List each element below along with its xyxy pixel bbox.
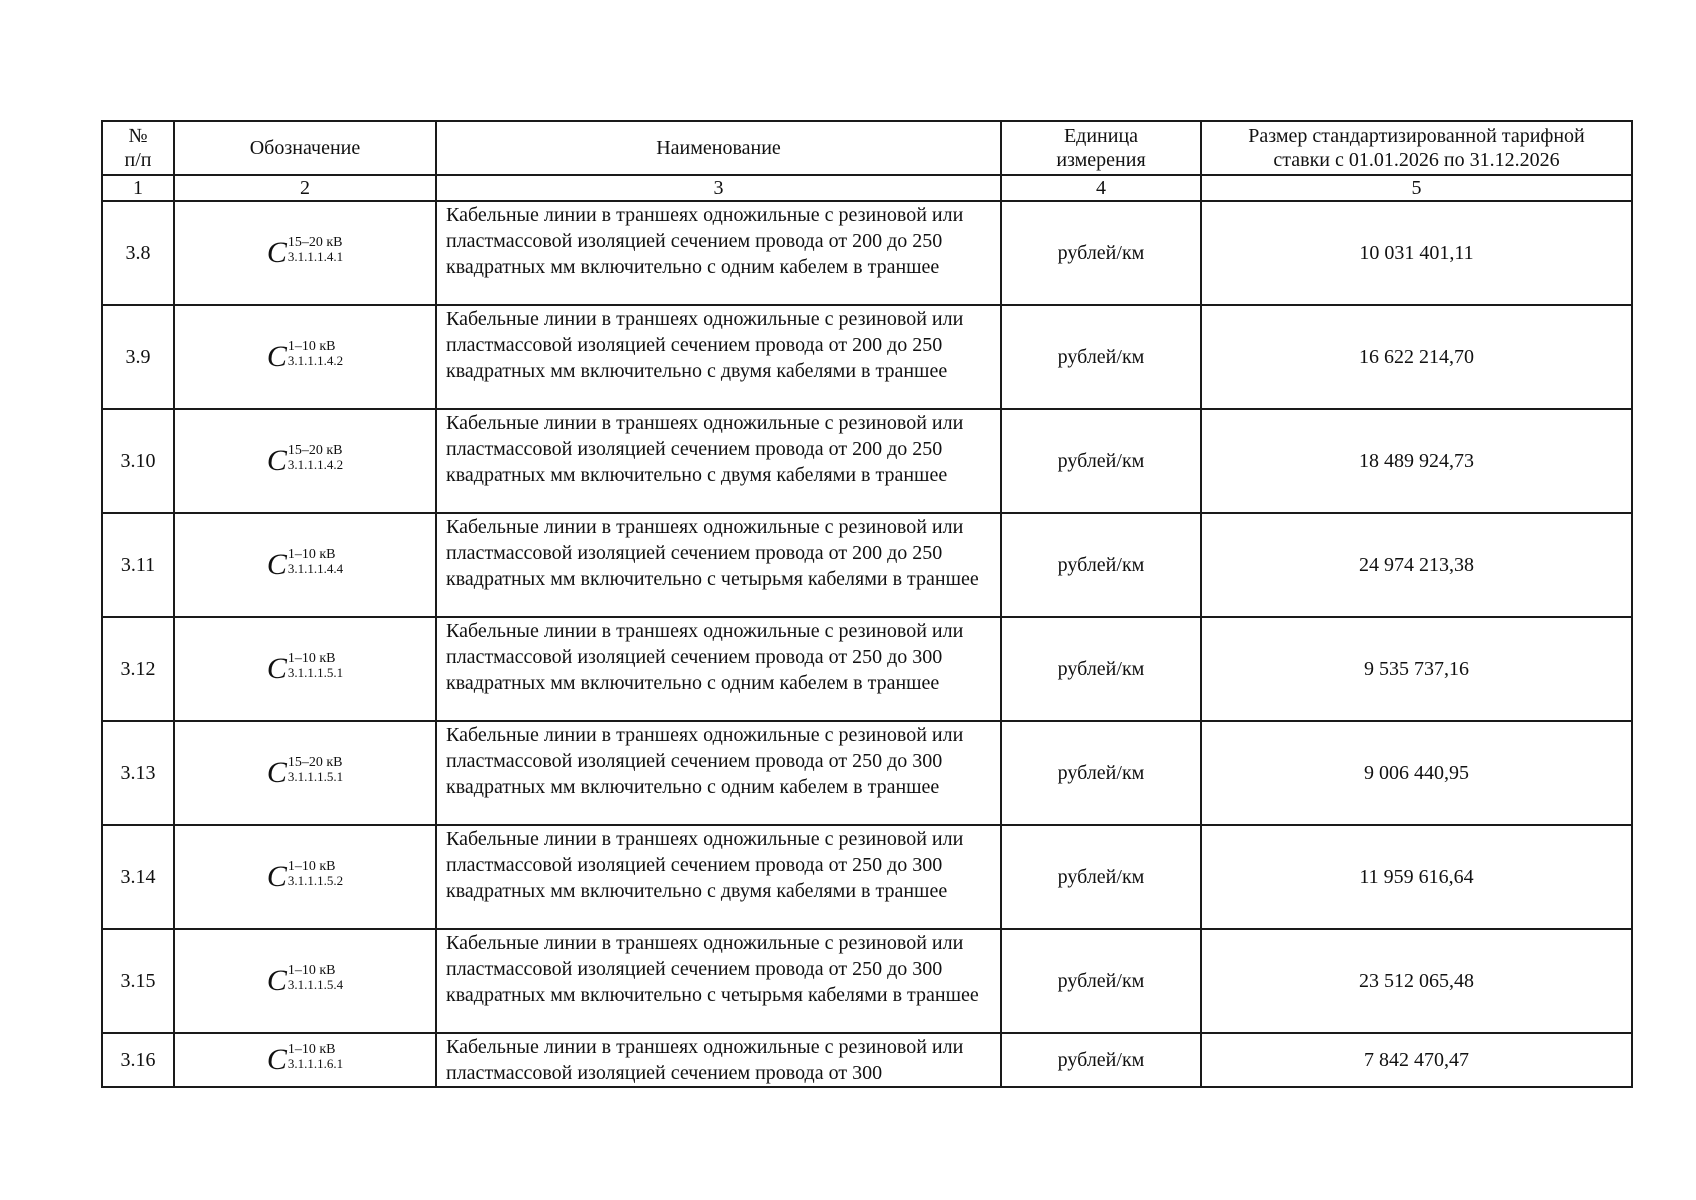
row-name: Кабельные линии в траншеях одножильные с резиновой или пластмассовой изоляцией сечением провода от 200 до 250 квадратных мм включительно с двумя кабелями в траншее <box>436 409 1001 513</box>
row-rate: 18 489 924,73 <box>1201 409 1632 513</box>
row-number: 3.10 <box>102 409 174 513</box>
row-number: 3.14 <box>102 825 174 929</box>
symbol-scripts <box>287 963 344 992</box>
row-name: Кабельные линии в траншеях одножильные с резиновой или пластмассовой изоляцией сечением провода от 200 до 250 квадратных мм включительно с четырьмя кабелями в траншее <box>436 513 1001 617</box>
row-unit: рублей/км <box>1001 201 1201 305</box>
symbol-letter: C <box>266 1042 287 1076</box>
symbol-letter: C <box>266 443 287 477</box>
row-number: 3.9 <box>102 305 174 409</box>
row-number: 3.12 <box>102 617 174 721</box>
symbol-letter: C <box>266 651 287 685</box>
table-row <box>102 305 1632 409</box>
symbol-subscript: 3.1.1.1.4.4 <box>287 561 344 576</box>
symbol-subscript: 3.1.1.1.4.2 <box>287 353 344 368</box>
table-row <box>102 513 1632 617</box>
designation-symbol <box>266 235 344 269</box>
header-row <box>102 121 1632 175</box>
symbol-letter: C <box>266 547 287 581</box>
designation-symbol <box>266 339 344 373</box>
header-unit-label: Единица измерения <box>1056 125 1146 171</box>
row-unit: рублей/км <box>1001 721 1201 825</box>
symbol-subscript: 3.1.1.1.5.1 <box>287 665 344 680</box>
symbol-scripts <box>287 339 344 368</box>
row-rate: 23 512 065,48 <box>1201 929 1632 1033</box>
symbol-scripts <box>287 443 344 472</box>
row-rate: 11 959 616,64 <box>1201 825 1632 929</box>
header-num <box>102 121 174 175</box>
table-row <box>102 201 1632 305</box>
symbol-superscript: 1–10 кВ <box>287 859 336 874</box>
row-name: Кабельные линии в траншеях одножильные с резиновой или пластмассовой изоляцией сечением провода от 300 <box>436 1033 1001 1087</box>
designation-symbol <box>266 755 344 789</box>
row-name: Кабельные линии в траншеях одножильные с резиновой или пластмассовой изоляцией сечением провода от 250 до 300 квадратных мм включительно с одним кабелем в траншее <box>436 617 1001 721</box>
column-number: 2 <box>174 175 436 201</box>
row-designation <box>174 513 436 617</box>
row-rate: 9 535 737,16 <box>1201 617 1632 721</box>
row-rate: 7 842 470,47 <box>1201 1033 1632 1087</box>
symbol-subscript: 3.1.1.1.4.2 <box>287 457 344 472</box>
designation-symbol <box>266 443 344 477</box>
column-number: 1 <box>102 175 174 201</box>
table-row <box>102 929 1632 1033</box>
row-designation <box>174 305 436 409</box>
table-row <box>102 721 1632 825</box>
designation-symbol <box>266 1042 344 1076</box>
symbol-superscript: 15–20 кВ <box>287 235 343 250</box>
row-name: Кабельные линии в траншеях одножильные с резиновой или пластмассовой изоляцией сечением провода от 250 до 300 квадратных мм включительно с четырьмя кабелями в траншее <box>436 929 1001 1033</box>
header-code <box>174 121 436 175</box>
row-unit: рублей/км <box>1001 617 1201 721</box>
header-unit <box>1001 121 1201 175</box>
symbol-letter: C <box>266 859 287 893</box>
row-number: 3.11 <box>102 513 174 617</box>
row-unit: рублей/км <box>1001 825 1201 929</box>
row-designation <box>174 617 436 721</box>
row-name: Кабельные линии в траншеях одножильные с резиновой или пластмассовой изоляцией сечением провода от 250 до 300 квадратных мм включительно с одним кабелем в траншее <box>436 721 1001 825</box>
row-unit: рублей/км <box>1001 409 1201 513</box>
symbol-superscript: 1–10 кВ <box>287 651 336 666</box>
symbol-letter: C <box>266 755 287 789</box>
row-unit: рублей/км <box>1001 1033 1201 1087</box>
row-designation <box>174 1033 436 1087</box>
designation-symbol <box>266 963 344 997</box>
row-designation <box>174 409 436 513</box>
column-number-row <box>102 175 1632 201</box>
table-row <box>102 825 1632 929</box>
table-row <box>102 409 1632 513</box>
row-unit: рублей/км <box>1001 513 1201 617</box>
header-rate <box>1201 121 1632 175</box>
row-rate: 16 622 214,70 <box>1201 305 1632 409</box>
row-rate: 24 974 213,38 <box>1201 513 1632 617</box>
symbol-superscript: 1–10 кВ <box>287 547 336 562</box>
symbol-subscript: 3.1.1.1.6.1 <box>287 1056 344 1071</box>
symbol-subscript: 3.1.1.1.5.4 <box>287 977 344 992</box>
symbol-superscript: 1–10 кВ <box>287 1042 336 1057</box>
symbol-scripts <box>287 651 344 680</box>
symbol-letter: C <box>266 339 287 373</box>
symbol-superscript: 1–10 кВ <box>287 963 336 978</box>
symbol-subscript: 3.1.1.1.5.2 <box>287 873 344 888</box>
row-rate: 9 006 440,95 <box>1201 721 1632 825</box>
symbol-scripts <box>287 1042 344 1071</box>
header-name-label: Наименование <box>656 137 781 159</box>
row-unit: рублей/км <box>1001 305 1201 409</box>
symbol-superscript: 1–10 кВ <box>287 339 336 354</box>
row-number: 3.8 <box>102 201 174 305</box>
symbol-superscript: 15–20 кВ <box>287 443 343 458</box>
column-number: 5 <box>1201 175 1632 201</box>
row-designation <box>174 201 436 305</box>
table-row <box>102 1033 1632 1087</box>
designation-symbol <box>266 651 344 685</box>
table-row <box>102 617 1632 721</box>
row-name: Кабельные линии в траншеях одножильные с резиновой или пластмассовой изоляцией сечением провода от 250 до 300 квадратных мм включительно с двумя кабелями в траншее <box>436 825 1001 929</box>
column-number: 4 <box>1001 175 1201 201</box>
symbol-subscript: 3.1.1.1.5.1 <box>287 769 344 784</box>
header-code-label: Обозначение <box>249 137 361 159</box>
column-number: 3 <box>436 175 1001 201</box>
row-number: 3.13 <box>102 721 174 825</box>
row-rate: 10 031 401,11 <box>1201 201 1632 305</box>
designation-symbol <box>266 859 344 893</box>
row-number: 3.15 <box>102 929 174 1033</box>
header-name <box>436 121 1001 175</box>
symbol-scripts <box>287 235 344 264</box>
header-num-label: № п/п <box>124 125 152 171</box>
symbol-scripts <box>287 859 344 888</box>
row-number: 3.16 <box>102 1033 174 1087</box>
symbol-superscript: 15–20 кВ <box>287 755 343 770</box>
row-name: Кабельные линии в траншеях одножильные с резиновой или пластмассовой изоляцией сечением провода от 200 до 250 квадратных мм включительно с двумя кабелями в траншее <box>436 305 1001 409</box>
row-designation <box>174 825 436 929</box>
tariff-table <box>101 120 1633 1088</box>
symbol-letter: C <box>266 235 287 269</box>
designation-symbol <box>266 547 344 581</box>
header-rate-label: Размер стандартизированной тарифной ставки с 01.01.2026 по 31.12.2026 <box>1248 125 1585 171</box>
symbol-scripts <box>287 755 344 784</box>
symbol-letter: C <box>266 963 287 997</box>
row-designation <box>174 721 436 825</box>
row-designation <box>174 929 436 1033</box>
symbol-scripts <box>287 547 344 576</box>
row-unit: рублей/км <box>1001 929 1201 1033</box>
symbol-subscript: 3.1.1.1.4.1 <box>287 249 344 264</box>
row-name: Кабельные линии в траншеях одножильные с резиновой или пластмассовой изоляцией сечением провода от 200 до 250 квадратных мм включительно с одним кабелем в траншее <box>436 201 1001 305</box>
